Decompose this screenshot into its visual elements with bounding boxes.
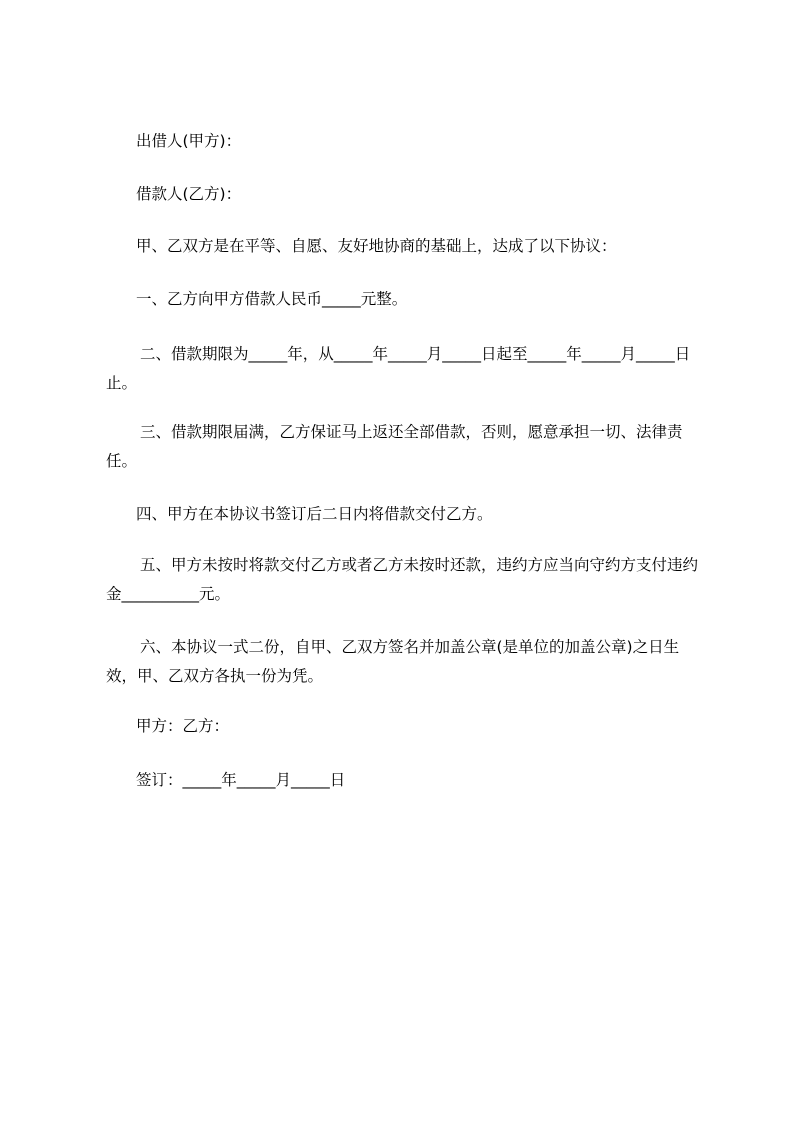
borrower-line: 借款人(乙方)： — [136, 185, 242, 203]
clause-4: 四、甲方在本协议书签订后二日内将借款交付乙方。 — [136, 505, 493, 523]
clause-1: 一、乙方向甲方借款人民币_____元整。 — [136, 290, 408, 308]
clause-6: 六、本协议一式二份，自甲、乙双方签名并加盖公章(是单位的加盖公章)之日生效，甲、乙双方各执一份为凭。 — [106, 638, 680, 685]
clause-2: 二、借款期限为_____年，从_____年_____月_____日起至_____年_____月_____日止。 — [106, 345, 691, 392]
signing-date: 签订：_____年_____月_____日 — [136, 771, 346, 789]
clause-3: 三、借款期限届满，乙方保证马上返还全部借款，否则，愿意承担一切、法律责任。 — [106, 423, 683, 470]
agreement-intro: 甲、乙双方是在平等、自愿、友好地协商的基础上，达成了以下协议： — [136, 237, 617, 255]
lender-line: 出借人(甲方)： — [136, 132, 242, 150]
signature-parties: 甲方：乙方： — [136, 717, 230, 735]
clause-5: 五、甲方未按时将款交付乙方或者乙方未按时还款，违约方应当向守约方支付违约金__________元。 — [106, 556, 699, 603]
